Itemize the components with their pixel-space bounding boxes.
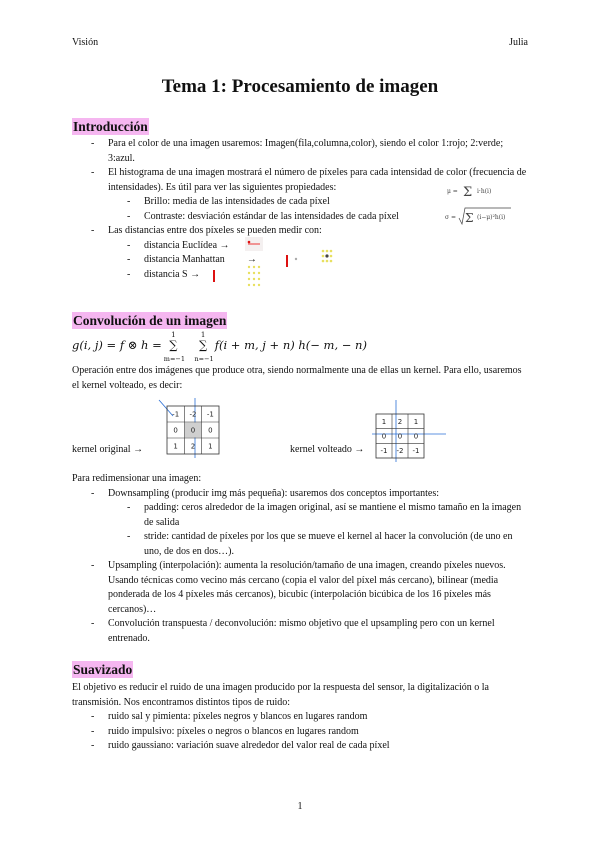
kernel-flipped-cell: 0 [381,432,387,441]
kernel-flipped-cells [381,418,420,455]
formula-rhs: f(i + m, j + n) h(− m, − n) [214,338,367,352]
sum-m-lower: m=−1 [163,355,185,363]
distance-s-label: distancia S → [144,268,201,280]
svg-text:σ =: σ = [445,214,457,221]
header-left: Visión [72,37,99,48]
kernel-original-cell: 1 [208,442,213,451]
kernel-flipped-cell: 1 [381,417,387,426]
kernel-original-cell: 0 [208,426,213,435]
kernel-original-cell: 0 [190,426,196,435]
contrast-formula-image [445,204,515,232]
noise-gaussian: - ruido gaussiano: variación suave alrededor del valor real de cada píxel [72,739,528,754]
page-number: 1 [297,801,303,812]
sum-m-upper: 1 [171,331,176,339]
kernel-flipped-cell: 0 [397,432,403,441]
smoothing-section [72,681,528,754]
convolution-description-text: Operación entre dos imágenes que produce otra, siendo normalmente una de ellas un kernel. Para ello, usaremos el kernel volteado, es decir: [72,365,522,391]
svg-text:Σ: Σ [463,185,473,200]
transposed-conv-item: - Convolución transpuesta / deconvolución: mismo objetivo que el upsampling pero con un kernel entrenado. [72,617,528,646]
resize-section [72,472,528,646]
brightness-formula-image [445,180,515,202]
kernel-original-label: kernel original → [72,444,144,455]
distance-euclidean-label: distancia Euclídea → [144,239,230,251]
chessboard-distance-image-top [318,246,336,268]
kernel-original-cell: -1 [206,410,214,419]
kernel-flipped-cell: -2 [396,447,404,456]
noise-salt-pepper: - ruido sal y pimienta: píxeles negros y blancos en lugares random [72,710,528,725]
resize-intro: Para redimensionar una imagen: [72,473,202,484]
formula-lhs: g(i, j) = f ⊗ h = [72,338,162,352]
svg-text:i·h(i): i·h(i) [477,188,492,195]
kernel-original-cell: 1 [173,442,178,451]
kernel-flipped-cell: 2 [397,417,403,426]
intro-item-histogram: - El histograma de una imagen mostrará el número de píxeles para cada intensidad de color (frecuencia de intensidades). Es útil para ver las siguientes propiedades: [72,166,528,195]
intro-heading: Introducción [73,119,148,134]
kernel-flipped-label: kernel volteado → [290,444,365,455]
kernel-flipped-cell: -1 [380,447,388,456]
svg-text:μ =: μ = [447,188,458,195]
downsampling-item: - Downsampling (producir img más pequeña): usaremos dos conceptos importantes: [72,487,528,502]
padding-item: - padding: ceros alrededor de la imagen original, así se mantiene el mismo tamaño en la imagen de salida [72,501,528,530]
manhattan-distance-image [282,249,302,269]
s-distance-grid-image [244,262,266,290]
convolution-description [72,364,528,393]
kernel-flipped-cell: 0 [413,432,419,441]
kernel-original-cell: 0 [173,426,178,435]
hist-prop-brightness: - Brillo: media de las intensidades de cada píxel [72,195,528,210]
stride-item: - stride: cantidad de píxeles por los que se mueve el kernel al hacer la convolución (de uno en uno, de dos en dos…). [72,530,528,559]
convolution-formula [72,331,367,363]
kernel-original-cell: -1 [172,410,180,419]
hist-prop-contrast: - Contraste: desviación estándar de las intensidades de cada píxel [72,210,528,225]
s-distance-image [210,266,220,286]
distance-manhattan-label: distancia Manhattan [144,254,225,265]
sum-n-upper: 1 [200,331,206,339]
kernel-original-cell: -2 [189,410,197,419]
svg-text:(i−μ)²h(i): (i−μ)²h(i) [477,214,506,221]
manhattan-arrow: → [246,254,257,265]
kernel-flipped-cell: -1 [412,447,420,456]
sum-over-n: ∑ 1 n=−1 [195,338,211,353]
smoothing-heading: Suavizado [73,662,133,677]
distance-s [72,268,528,283]
kernel-original-figure [155,398,225,460]
noise-impulsive: - ruido impulsivo: píxeles o negros o blancos en lugares random [72,725,528,740]
kernel-original-cells [172,411,214,451]
page-title: Tema 1: Procesamiento de imagen [161,76,439,97]
kernel-flipped-cell: 1 [413,417,419,426]
kernel-original-cell: 2 [190,442,196,451]
upsampling-item: - Upsampling (interpolación): aumenta la resolución/tamaño de una imagen, creando píxeles nuevos. Usando técnicas como vecino más cercano (copia el valor del píxel más cercano), bilinear (media ponderada de los 4 píxeles más cercanos), bicubic (interpolación bicúbica de los 16 píxeles más cercanos)… [72,559,528,617]
smoothing-description: El objetivo es reducir el ruido de una imagen producido por la respuesta del sensor, la digitalización o la transmisión. Nos encontramos distintos tipos de ruido: [72,682,489,708]
svg-text:Σ: Σ [465,211,474,225]
header-right: Julia [509,37,528,48]
intro-item-color: - Para el color de una imagen usaremos: Imagen(fila,columna,color), siendo el color 1:rojo; 2:verde; 3:azul. [72,137,528,166]
euclidean-distance-image [244,236,264,252]
kernel-flipped-figure [370,400,450,464]
convolution-heading: Convolución de un imagen [73,313,227,328]
intro-item-distances: - Las distancias entre dos píxeles se pueden medir con: [72,224,528,239]
sum-over-m: ∑ 1 m=−1 [165,338,181,353]
sum-n-lower: n=−1 [194,355,214,363]
